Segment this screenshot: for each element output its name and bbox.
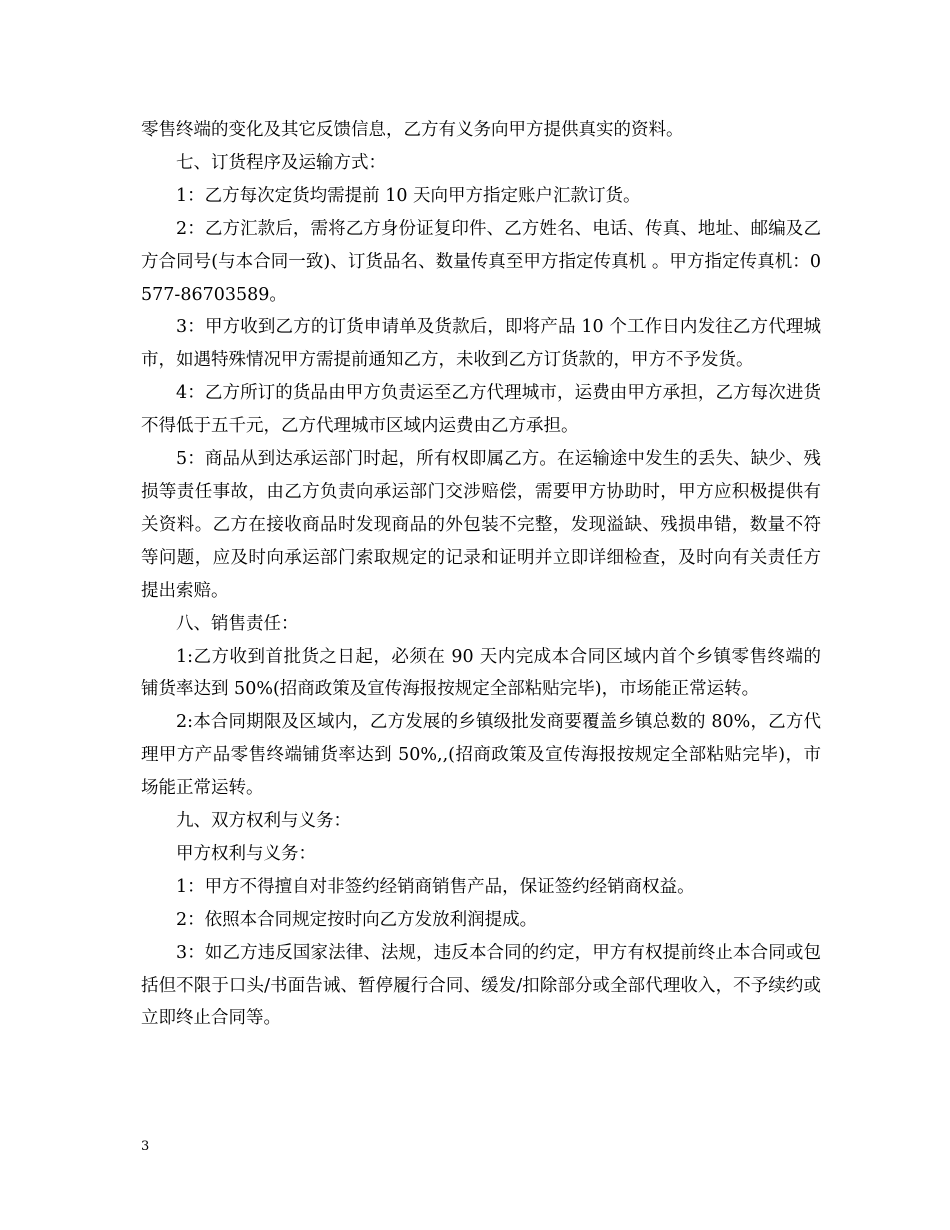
section-8-heading: 八、销售责任： [176, 613, 299, 634]
page-number: 3 [141, 1139, 150, 1154]
section-7-item-5: 5：商品从到达承运部门时起，所有权即属乙方。在运输途中发生的丢失、缺少、残损等责任事故，由乙方负责向承运部门交涉赔偿，需要甲方协助时，甲方应积极提供有关资料。乙方在接收商品时发现商品的外包装不完整，发现溢缺、残损串错，数量不符等问题，应及时向承运部门索取规定的记录和证明并立即详细检查，及时向有关责任方提出索赔。 [141, 449, 821, 601]
section-9-party-a-item-3: 3：如乙方违反国家法律、法规，违反本合同的约定，甲方有权提前终止本合同或包括但不限于口头/书面告诫、暂停履行合同、缓发/扣除部分或全部代理收入，不予续约或立即终止合同等。 [141, 942, 821, 1029]
section-8-item-2: 2:本合同期限及区域内，乙方发展的乡镇级批发商要覆盖乡镇总数的 80%，乙方代理甲方产品零售终端铺货率达到 50%,,(招商政策及宣传海报按规定全部粘贴完毕)，市场能正常运转。 [141, 712, 821, 799]
paragraph-continuation: 零售终端的变化及其它反馈信息，乙方有义务向甲方提供真实的资料。 [141, 120, 684, 140]
section-9-party-a-item-2: 2：依照本合同规定按时向乙方发放利润提成。 [176, 909, 538, 930]
section-8-item-1: 1:乙方收到首批货之日起，必须在 90 天内完成本合同区域内首个乡镇零售终端的铺货率达到 50%(招商政策及宣传海报按规定全部粘贴完毕)，市场能正常运转。 [141, 646, 821, 700]
section-7-item-3: 3：甲方收到乙方的订货申请单及货款后，即将产品 10 个工作日内发往乙方代理城市，如遇特殊情况甲方需提前通知乙方，未收到乙方订货款的，甲方不予发货。 [141, 317, 821, 371]
section-7-heading: 七、订货程序及运输方式： [176, 152, 386, 173]
document-body [141, 114, 821, 1035]
section-7-item-2: 2：乙方汇款后，需将乙方身份证复印件、乙方姓名、电话、传真、地址、邮编及乙方合同号(与本合同一致)、订货品名、数量传真至甲方指定传真机 。甲方指定传真机：0577-86703589。 [141, 218, 821, 305]
section-7-item-4: 4：乙方所订的货品由甲方负责运至乙方代理城市，运费由甲方承担，乙方每次进货不得低于五千元，乙方代理城市区域内运费由乙方承担。 [141, 383, 821, 437]
section-7-item-1: 1：乙方每次定货均需提前 10 天向甲方指定账户汇款订货。 [176, 185, 641, 206]
section-9-party-a-item-1: 1：甲方不得擅自对非签约经销商销售产品，保证签约经销商权益。 [176, 876, 695, 897]
section-9-heading: 九、双方权利与义务： [176, 811, 351, 832]
section-9-party-a-heading: 甲方权利与义务： [176, 843, 316, 864]
